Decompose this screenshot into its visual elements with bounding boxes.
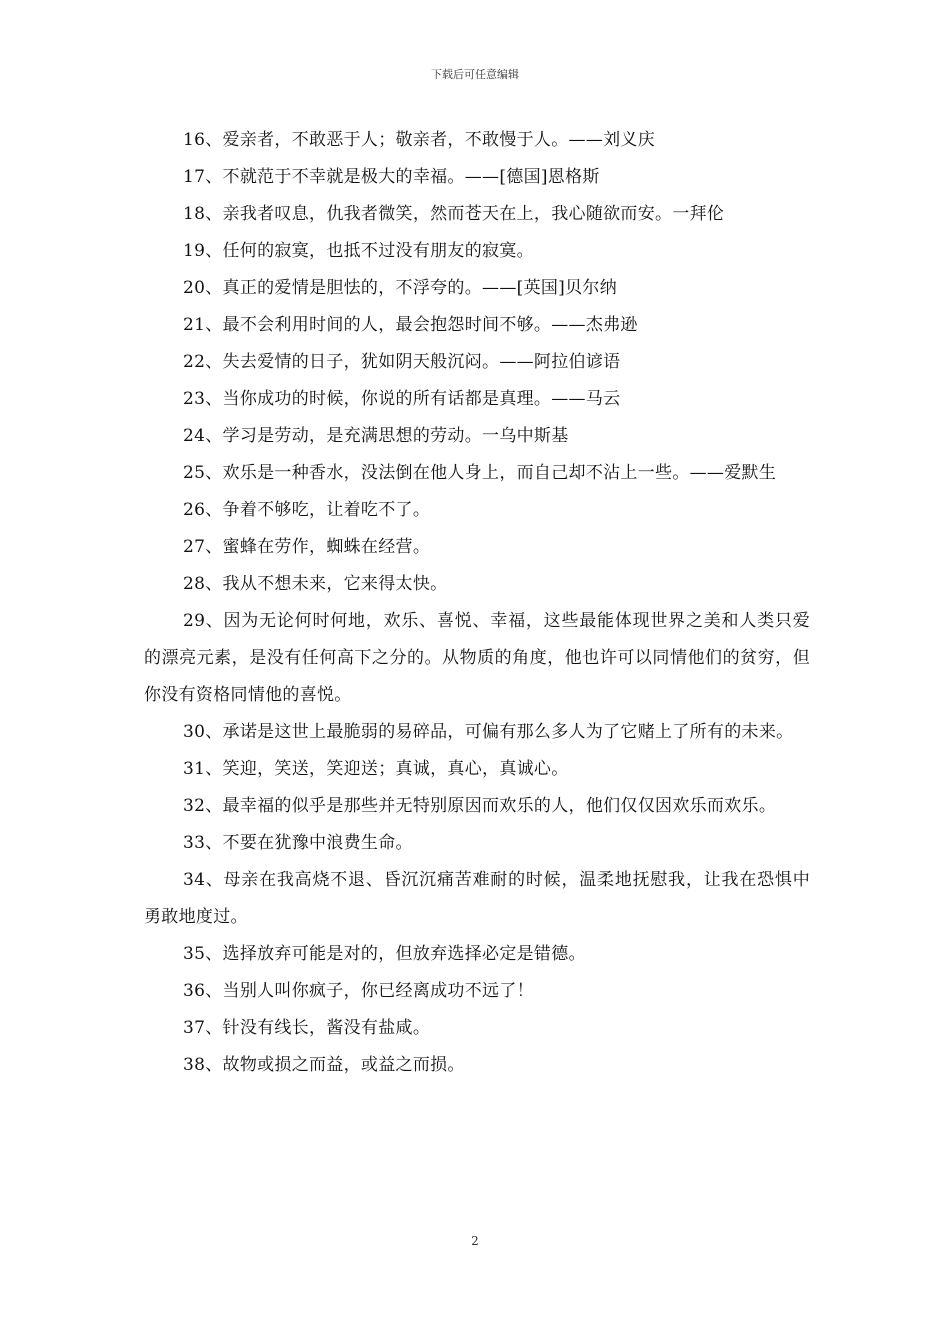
quote-34: 34、母亲在我高烧不退、昏沉沉痛苦难耐的时候，温柔地抚慰我，让我在恐惧中勇敢地度过。 bbox=[144, 870, 810, 927]
quote-list bbox=[144, 122, 810, 1084]
quote-35: 35、选择放弃可能是对的，但放弃选择必定是错德。 bbox=[183, 944, 586, 964]
quote-25: 25、欢乐是一种香水，没法倒在他人身上，而自己却不沾上一些。——爱默生 bbox=[183, 463, 777, 483]
quote-21: 21、最不会利用时间的人，最会抱怨时间不够。——杰弗逊 bbox=[183, 315, 638, 335]
quote-27: 27、蜜蜂在劳作，蜘蛛在经营。 bbox=[183, 537, 431, 557]
page-number: 2 bbox=[471, 1234, 479, 1248]
quote-26: 26、争着不够吃，让着吃不了。 bbox=[183, 500, 431, 520]
page-header-note: 下载后可任意编辑 bbox=[431, 68, 519, 81]
quote-37: 37、针没有线长，酱没有盐咸。 bbox=[183, 1018, 431, 1038]
quote-33: 33、不要在犹豫中浪费生命。 bbox=[183, 833, 413, 853]
quote-19: 19、任何的寂寞，也抵不过没有朋友的寂寞。 bbox=[183, 241, 534, 261]
quote-20: 20、真正的爱情是胆怯的，不浮夸的。——[英国]贝尔纳 bbox=[183, 278, 617, 298]
quote-18: 18、亲我者叹息，仇我者微笑，然而苍天在上，我心随欲而安。一拜伦 bbox=[183, 204, 725, 224]
quote-29: 29、因为无论何时何地，欢乐、喜悦、幸福，这些最能体现世界之美和人类只爱的漂亮元素，是没有任何高下之分的。从物质的角度，他也许可以同情他们的贫穷，但你没有资格同情他的喜悦。 bbox=[144, 611, 810, 705]
quote-32: 32、最幸福的似乎是那些并无特别原因而欢乐的人，他们仅仅因欢乐而欢乐。 bbox=[183, 796, 777, 816]
quote-16: 16、爱亲者，不敢恶于人；敬亲者，不敢慢于人。——刘义庆 bbox=[183, 130, 656, 150]
quote-30: 30、承诺是这世上最脆弱的易碎品，可偏有那么多人为了它赌上了所有的未来。 bbox=[183, 722, 794, 742]
quote-36: 36、当别人叫你疯子，你已经离成功不远了！ bbox=[183, 981, 534, 1001]
quote-22: 22、失去爱情的日子，犹如阴天般沉闷。——阿拉伯谚语 bbox=[183, 352, 621, 372]
quote-17: 17、不就范于不幸就是极大的幸福。——[德国]恩格斯 bbox=[183, 167, 600, 187]
quote-28: 28、我从不想未来，它来得太快。 bbox=[183, 574, 448, 594]
quote-24: 24、学习是劳动，是充满思想的劳动。一乌中斯基 bbox=[183, 426, 569, 446]
quote-23: 23、当你成功的时候，你说的所有话都是真理。——马云 bbox=[183, 389, 621, 409]
quote-38: 38、故物或损之而益，或益之而损。 bbox=[183, 1055, 465, 1075]
quote-31: 31、笑迎，笑送，笑迎送；真诚，真心，真诚心。 bbox=[183, 759, 569, 779]
